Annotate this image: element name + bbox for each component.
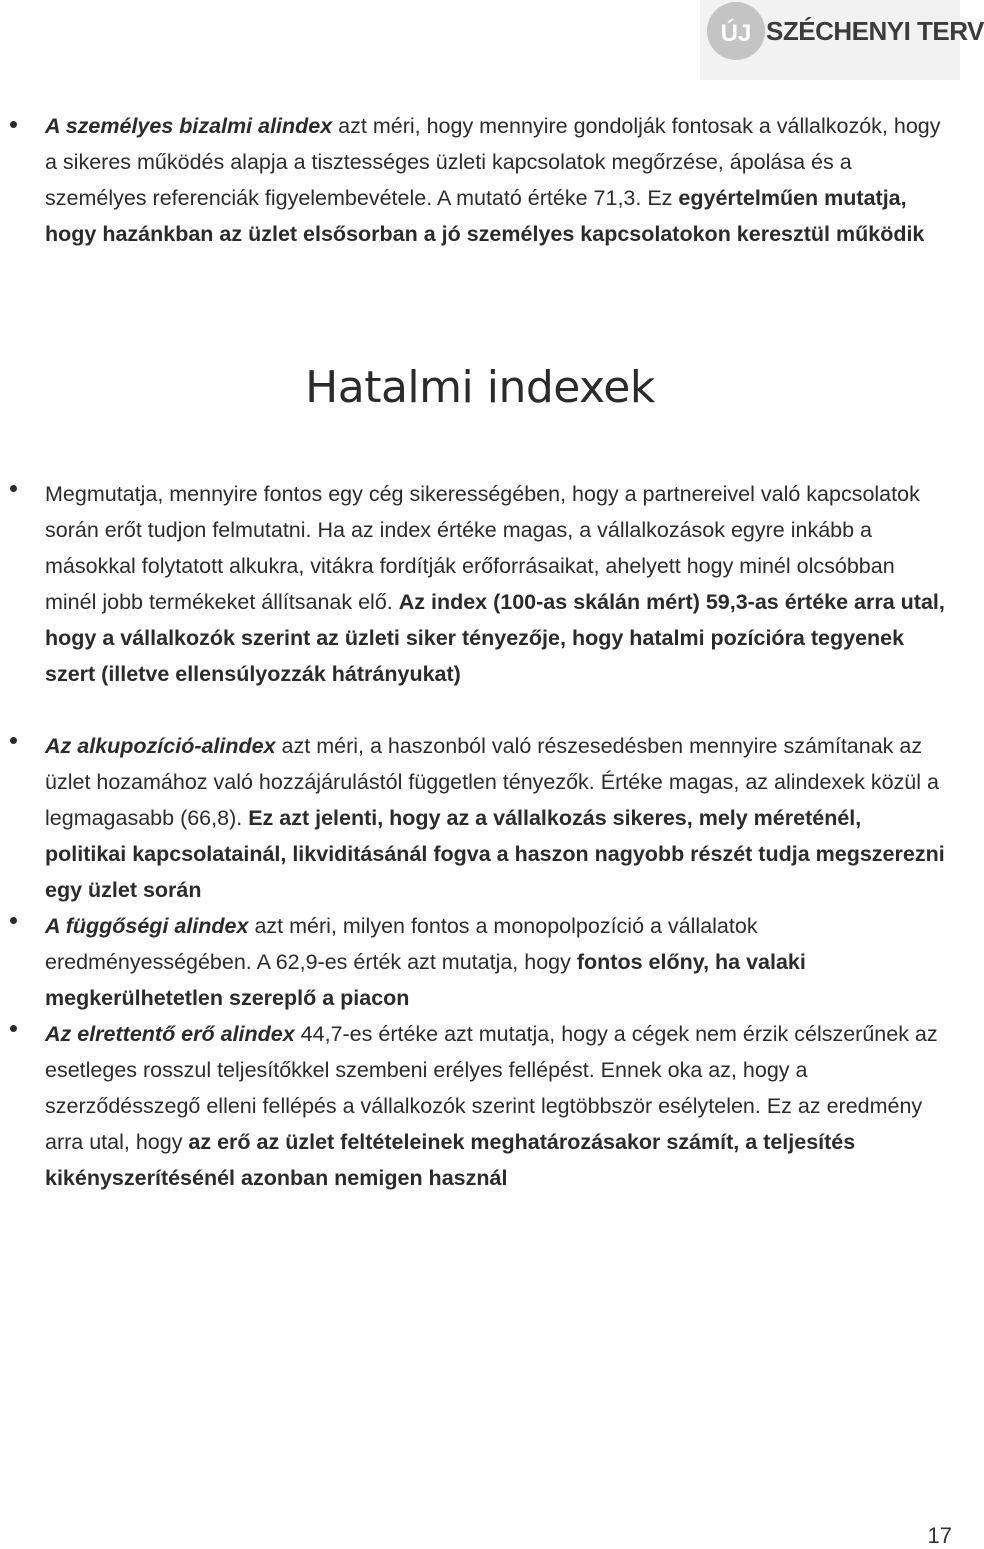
- term: Az alkupozíció-alindex: [45, 734, 276, 758]
- bold-text: az erő az üzlet feltételeinek meghatározásakor számít, a teljesítés kikényszerítésénél azonban nemigen használ: [45, 1130, 856, 1190]
- body-text: azt méri, a haszonból való részesedésben mennyire számítanak az üzlet hozamához való hozzájárulástól független tényezők. Értéke magas, az alindexek közül a legmagasabb (66,8).: [45, 734, 939, 830]
- bullet-icon: [10, 917, 17, 924]
- bullet-icon: [10, 485, 17, 492]
- body-text: azt méri, milyen fontos a monopolpozíció a vállalatok eredményességében. A 62,9-es érték azt mutatja, hogy: [45, 914, 758, 974]
- logo-name: SZÉCHENYI TERV: [766, 16, 984, 46]
- body-text: azt méri, hogy mennyire gondolják fontosak a vállalkozók, hogy a sikeres működés alapja a tisztességes üzleti kapcsolatok megőrzése, ápolása és a személyes referenciák figyelembevétele. A mutató értéke 71,3. Ez: [45, 114, 941, 210]
- page-number: 17: [927, 1523, 952, 1548]
- body-text: Megmutatja, mennyire fontos egy cég sikerességében, hogy a partnereivel való kapcsolatok során erőt tudjon felmutatni. Ha az index értéke magas, a vállalkozások egyre inkább a másokkal folytatott alkukra, vitákra fordítják erőforrásaikat, ahelyett hogy minél olcsóbban minél jobb termékeket állítsanak elő.: [45, 482, 920, 614]
- bullet-icon: [10, 121, 17, 128]
- paragraph-power-index: [45, 476, 945, 692]
- bold-text: egyértelműen mutatja, hogy hazánkban az üzlet elsősorban a jó személyes kapcsolatokon keresztül működik: [45, 186, 925, 246]
- body-text: 44,7-es értéke azt mutatja, hogy a cégek nem érzik célszerűnek az esetleges rosszul teljesítőkkel szembeni erélyes fellépést. Ennek oka az, hogy a szerződésszegő elleni fellépés a vállalkozók szerint legtöbbször esélytelen. Ez az eredmény arra utal, hogy: [45, 1022, 938, 1154]
- paragraph-bargaining-index: [45, 728, 945, 908]
- page-title: Hatalmi indexek: [305, 362, 655, 413]
- paragraph-deterrence-index: [45, 1016, 945, 1196]
- bold-text: Ez azt jelenti, hogy az a vállalkozás sikeres, mely méreténél, politikai kapcsolatainál, likviditásánál fogva a haszon nagyobb részét tudja megszerezni egy üzlet során: [45, 806, 945, 902]
- logo-prefix: ÚJ: [720, 20, 752, 47]
- szechenyi-terv-logo: [700, 0, 984, 80]
- bold-text: fontos előny, ha valaki megkerülhetetlen szereplő a piacon: [45, 950, 806, 1010]
- term: A személyes bizalmi alindex: [45, 114, 333, 138]
- bullet-icon: [10, 737, 17, 744]
- term: Az elrettentő erő alindex: [45, 1022, 295, 1046]
- term: A függőségi alindex: [45, 914, 249, 938]
- paragraph-dependency-index: [45, 908, 945, 1016]
- bold-text: Az index (100-as skálán mért) 59,3-as értéke arra utal, hogy a vállalkozók szerint az üzleti siker tényezője, hogy hatalmi pozícióra tegyenek szert (illetve ellensúlyozzák hátrányukat): [45, 590, 945, 686]
- bullet-icon: [10, 1025, 17, 1032]
- paragraph-personal-trust: [45, 108, 945, 252]
